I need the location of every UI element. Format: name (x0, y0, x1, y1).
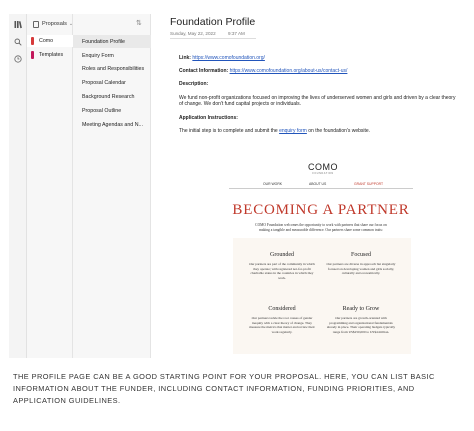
page-title[interactable]: Foundation Profile (170, 16, 256, 28)
page-item-meeting-agendas[interactable] (73, 118, 151, 131)
description-text: We fund non-profit organizations focused on improving the lives of underserved women and girls and driven by a clear theory of change. We don't fund capital projects or individuals. (179, 95, 456, 108)
enquiry-form-link[interactable]: enquiry form (279, 128, 307, 134)
page-content[interactable] (151, 14, 467, 358)
page-item-outline[interactable] (73, 104, 151, 117)
recent-clock-icon[interactable] (13, 54, 23, 64)
page-date: Sunday, May 22, 2022 (170, 31, 216, 36)
partner-headline: BECOMING A PARTNER (232, 202, 410, 218)
trait-text: Our partners are diverse in approach but singularly focused on developing women and girls socially, culturally and economically. (326, 262, 396, 276)
page-label: Foundation Profile (82, 38, 125, 45)
application-label: Application Instructions: (179, 115, 238, 121)
description-label: Description: (179, 81, 209, 87)
logo-subtitle: FOUNDATION (312, 172, 334, 175)
page-label: Roles and Responsibilities (82, 65, 145, 72)
trait-title: Considered (268, 306, 296, 312)
trait-text: Our partners are growth-oriented with programming and organizational fundamentals already in place. Their operating budgets typically range from US$250,000 to US$4 million. (326, 316, 396, 334)
page-label: Background Research (82, 93, 135, 100)
website-nav (229, 181, 413, 189)
trait-title: Focused (351, 252, 371, 258)
application-text (179, 128, 370, 134)
page-label: Proposal Outline (82, 107, 122, 114)
section-list (27, 14, 73, 358)
section-item-como[interactable] (27, 35, 73, 47)
icon-rail (9, 14, 27, 358)
section-item-templates[interactable] (27, 49, 73, 61)
page-item-calendar[interactable] (73, 76, 151, 89)
page-item-roles[interactable] (73, 62, 151, 75)
nav-grant-support: GRANT SUPPORT (354, 182, 384, 186)
section-label: Templates (39, 52, 64, 58)
notebooks-icon[interactable] (13, 19, 23, 29)
page-label: Enquiry Form (82, 52, 114, 59)
page-item-research[interactable] (73, 90, 151, 103)
trait-title: Ready to Grow (342, 306, 380, 312)
trait-text: Our partners tackle the root causes of gender inequity with a clear theory of change. They measure the metrics that matter and review their work regularly. (249, 316, 315, 334)
application-text-post: on the foundation's website. (308, 128, 371, 134)
description-heading (179, 81, 208, 87)
search-icon[interactable] (13, 37, 23, 47)
application-text-pre: The initial step is to complete and submit the (179, 128, 278, 134)
page-label: Proposal Calendar (82, 79, 126, 86)
chevron-down-icon: ⌄ (68, 21, 74, 27)
contact-line (179, 68, 347, 74)
page-label: Meeting Agendas and N... (82, 121, 143, 128)
figure-caption: THE PROFILE PAGE CAN BE A GOOD STARTING POINT FOR YOUR PROPOSAL. HERE, YOU CAN LIST BASIC INFORMATION ABOUT THE FUNDER, INCLUDING CONTACT INFORMATION, FUNDING PRIORITIES, AND APPLICATION GUIDELINES. (13, 372, 435, 405)
website-link[interactable]: https://www.comofoundation.org/ (192, 55, 265, 61)
application-heading (179, 115, 238, 121)
nav-about-us: ABOUT US (309, 182, 327, 186)
link-label: Link: (179, 55, 191, 61)
nav-our-work: OUR WORK (263, 182, 283, 186)
page-time: 9:37 AM (228, 31, 245, 36)
trait-title: Grounded (270, 252, 294, 258)
contact-label: Contact Information: (179, 68, 229, 74)
notebook-selector[interactable] (27, 14, 151, 34)
section-label: Como (39, 38, 54, 44)
section-color-swatch (31, 51, 34, 59)
notebook-icon (33, 21, 39, 28)
website-screenshot (213, 160, 429, 356)
notebook-name: Proposals (42, 21, 67, 27)
title-divider (170, 38, 256, 39)
onenote-window (9, 14, 467, 358)
section-color-swatch (31, 37, 34, 45)
page-item-enquiry-form[interactable] (73, 49, 151, 62)
trait-text: Our partners are part of the community in which they operate; with registered not-for-profit charitable status in the countries in which they work. (249, 262, 315, 280)
partner-intro: COMO Foundation welcomes the opportunity to work with partners that share our focus on making a tangible and measurable difference. Our partners share some common traits: (255, 223, 387, 232)
sort-pages-icon[interactable]: ⇅ (136, 20, 142, 27)
page-item-foundation-profile[interactable] (73, 35, 151, 48)
contact-link[interactable]: https://www.comofoundation.org/about-us/contact-us/ (229, 68, 348, 74)
link-line (179, 55, 265, 61)
como-logo: COMO (308, 162, 338, 172)
